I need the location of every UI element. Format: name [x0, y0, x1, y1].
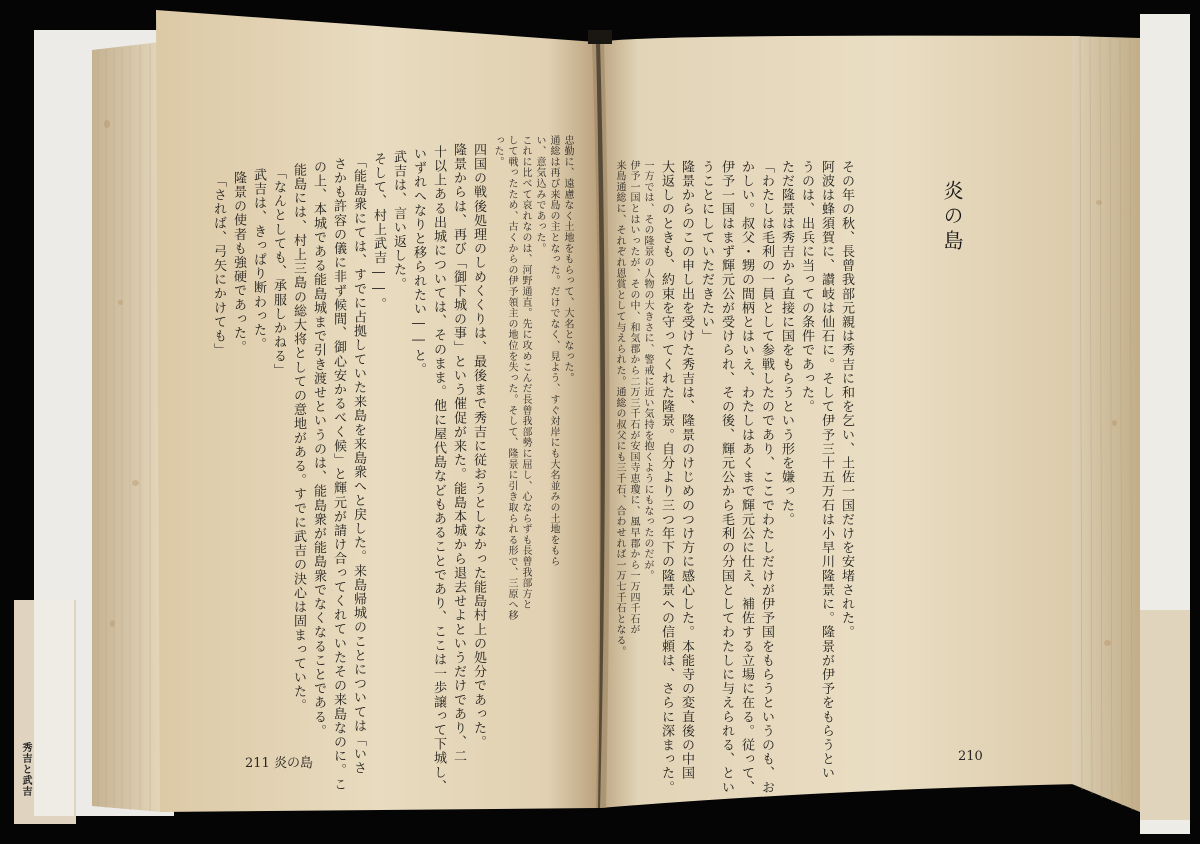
text-column: その年の秋、長曾我部元親は秀吉に和を乞い、土佐一国だけを安堵された。 [839, 160, 854, 640]
text-column: して戦ったため、古くからの伊予領主の地位を失った。そして、隆景に引き取られる形で、三原へ移 [506, 135, 517, 621]
text-column: 伊予一国とはいったが、その中、和気郡から二万三千石が安国寺恵瓊に、風早郡から一万四千石が [628, 160, 639, 636]
text-column: 四国の戦後処理のしめくくりは、最後まで秀吉に従おうとしなかった能島村上の処分であった。 [471, 143, 486, 750]
text-column: い、意気込みであった。 [534, 135, 545, 254]
text-column: 一方では、その隆景の人物の大きさに、警戒に近い気持を抱くようにもなったのだが。 [642, 160, 653, 582]
text-column: さかも許容の儀に非ず候間、御心安かるべく候」と輝元が請け合ってくれていたその来島なのに。こ [331, 157, 346, 792]
chapter-title: 炎の島 [940, 180, 964, 255]
text-column: そして、村上武吉――。 [371, 152, 386, 312]
stain [118, 300, 123, 305]
spine-title: 秀吉と武吉 [20, 742, 31, 797]
text-column: 隆景の使者も強硬であった。 [231, 171, 246, 355]
right-page-number: 210 [958, 749, 983, 764]
text-column: かしい。叔父・甥の間柄とはいえ、わたしはあくまで輝元公に仕え、補佐する立場に在る。従って、 [739, 160, 754, 795]
stain [1104, 640, 1111, 646]
text-column: 「されば、弓矢にかけても」 [211, 174, 226, 358]
text-column: 伊予一国はまず輝元公が受けられ、その後、輝元公から毛利の分国としてわたしに与えられる、とい [719, 160, 734, 795]
text-column: 「能島衆にては、すでに占拠していた来島を来島衆へと戻した。来島帰城のことについては「いさ [351, 155, 366, 776]
stain [104, 120, 110, 128]
text-column: 隆景からのこの申し出を受けた秀吉は、隆景のけじめのつけ方に感心した。本能寺の変直後の中国 [679, 160, 694, 781]
text-column: 通総は再び来島の主となった。だけでなく、見よう、すぐ対岸にも大名並みの土地をもら [548, 135, 559, 567]
text-column: うことにしていただきたい」 [699, 160, 714, 344]
text-column: 来島通総に、それぞれ恩賞として与えられた。通総の叔父にも三千石、合わせれば一万七千石となる。 [614, 160, 625, 657]
text-column: いずれへなりと移られたい――と。 [411, 147, 426, 377]
text-column: 隆景からは、再び「御下城の事」という催促が来た。能島本城から退去せよというだけであり、二 [451, 143, 466, 764]
stain [132, 480, 139, 486]
text-column: の上、本城である能島城まで引き渡せというのは、能島衆が能島衆でなくなることである。 [311, 160, 326, 739]
text-column: った。 [492, 135, 503, 168]
stain [1112, 420, 1117, 426]
text-column: ただ隆景は秀吉から直接に国をもらうという形を嫌った。 [779, 160, 794, 527]
text-column: 大返しのときも、約束を守ってくれた隆景。自分より三つ年下の隆景への信頼は、さらに深まった。 [659, 160, 674, 795]
text-column: 「わたしは毛利の一員として参戦したのであり、ここでわたしだけが伊予国をもらうというのも、お [759, 160, 774, 795]
text-column: 能島には、村上三島の総大将としての意地がある。すでに武吉の決心は固まっていた。 [291, 163, 306, 713]
left-page-number: 211 炎の島 [245, 756, 313, 771]
text-column: 阿波は蜂須賀に、讃岐は仙石に。そして伊予三十五万石は小早川隆景に。隆景が伊予をもらうとい [819, 160, 834, 781]
text-column: 武吉は、きっぱり断わった。 [251, 168, 266, 352]
text-column: 「なんとしても、承服しかねる」 [271, 166, 286, 378]
text-column: これに比べて哀れなのは、河野通直。先に攻めこんだ長曾我部勢に屈し、心ならずも長曾我部方と [520, 135, 531, 611]
text-column: 忠勤に、遠慮なく土地をもらって、大名となった。 [562, 135, 573, 384]
stain [110, 620, 115, 627]
stain [1096, 200, 1102, 205]
text-column: 武吉は、言い返した。 [391, 150, 406, 291]
text-column: 十以上ある出城については、そのまま。他に屋代島などもあることであり、ここは一歩譲って下城し、 [431, 145, 446, 794]
text-column: うのは、出兵に当っての条件であった。 [799, 160, 814, 414]
